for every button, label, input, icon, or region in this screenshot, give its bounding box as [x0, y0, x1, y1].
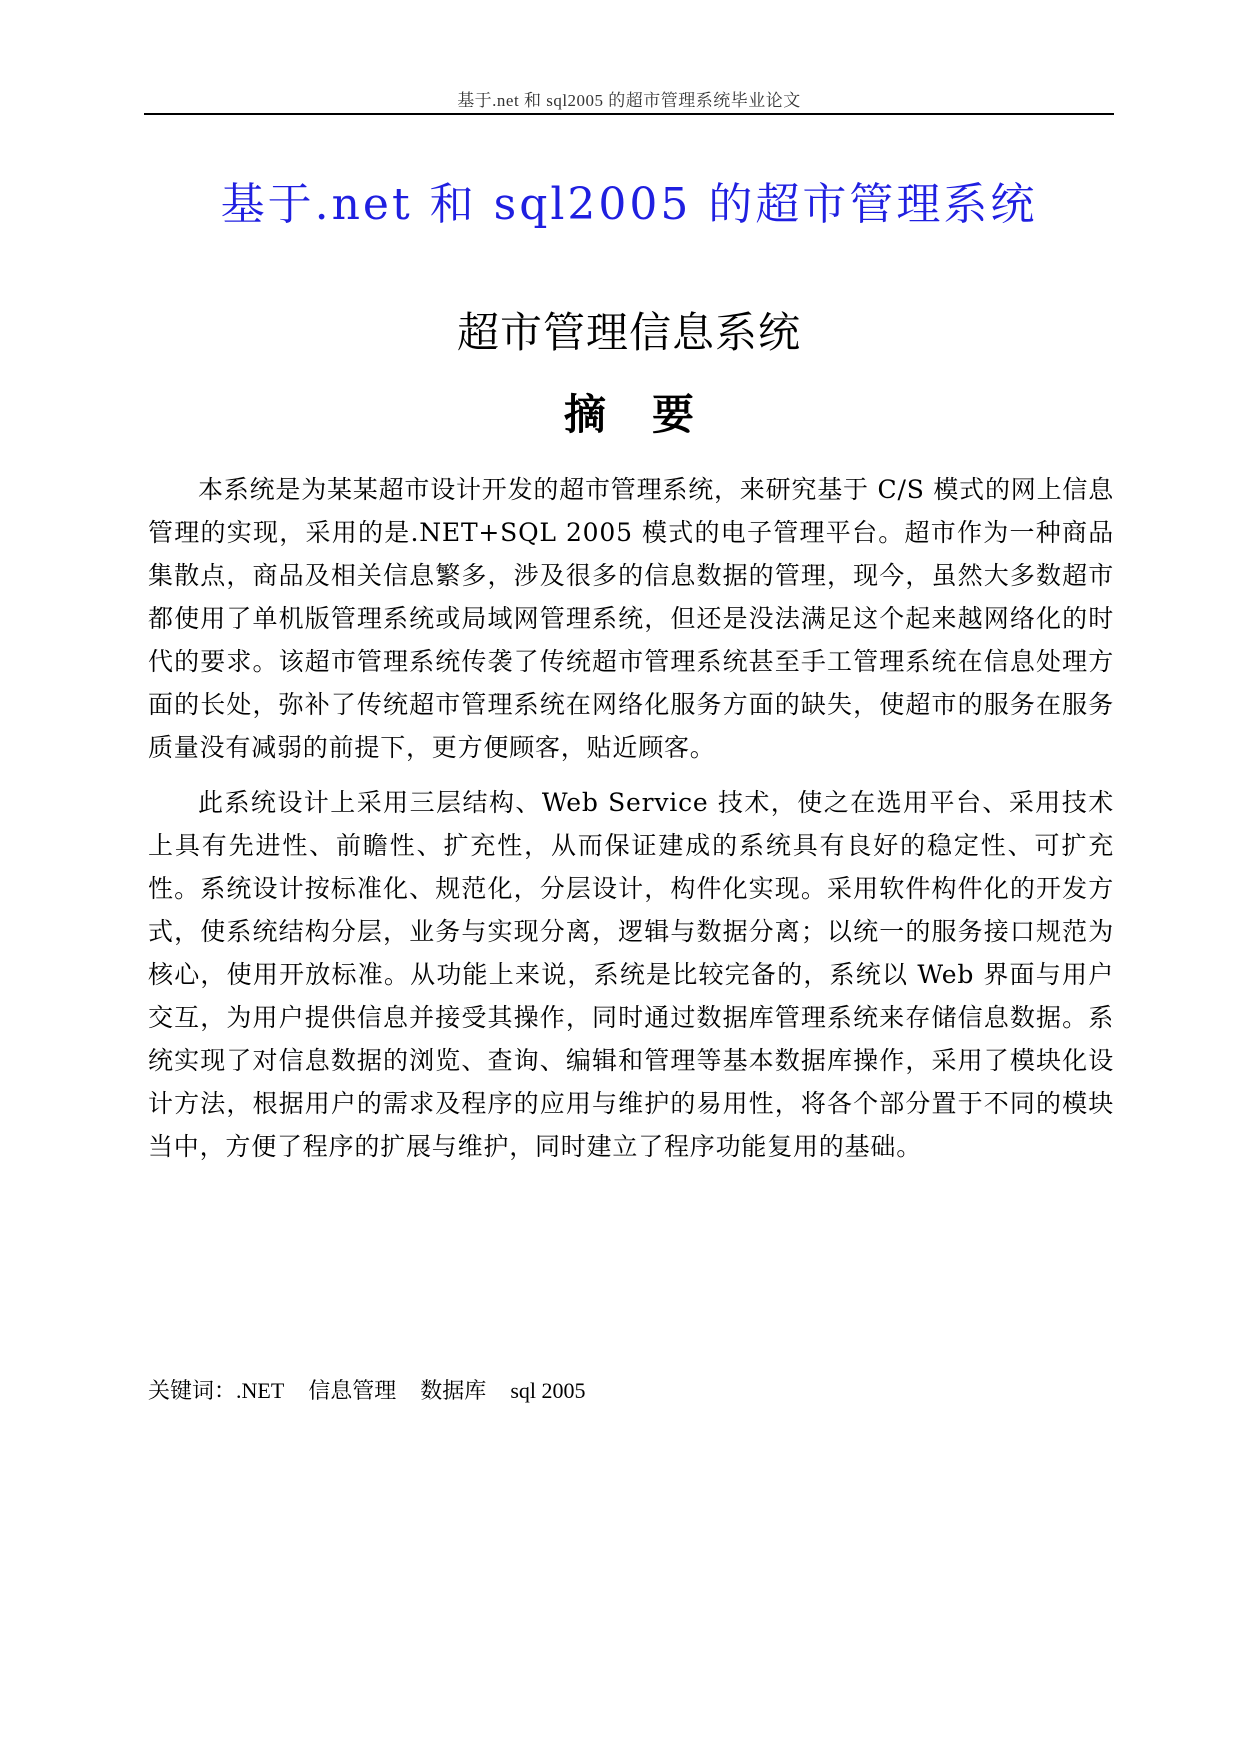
keywords-line — [148, 1374, 586, 1405]
document-subtitle: 超市管理信息系统 — [456, 308, 801, 357]
abstract-heading-char-1: 摘 — [563, 390, 606, 439]
keyword-item: 信息管理 — [308, 1378, 397, 1403]
abstract-body — [148, 468, 1114, 1168]
keyword-item: .NET — [236, 1378, 285, 1403]
abstract-paragraph-1: 本系统是为某某超市设计开发的超市管理系统，来研究基于 C/S 模式的网上信息管理的实现，采用的是.NET+SQL 2005 模式的电子管理平台。超市作为一种商品集散点，商品及相关信息繁多，涉及很多的信息数据的管理，现今，虽然大多数超市都使用了单机版管理系统或局域网管理系统，但还是没法满足这个起来越网络化的时代的要求。该超市管理系统传袭了传统超市管理系统甚至手工管理系统在信息处理方面的长处，弥补了传统超市管理系统在网络化服务方面的缺失，使超市的服务在服务质量没有减弱的前提下，更方便顾客，贴近顾客。 — [148, 475, 1114, 762]
keyword-item: sql 2005 — [510, 1378, 586, 1403]
keywords-label: 关键词： — [148, 1379, 237, 1404]
keyword-item: 数据库 — [420, 1378, 487, 1403]
abstract-heading-char-2: 要 — [652, 390, 695, 439]
abstract-heading — [144, 382, 1114, 442]
header-rule — [144, 113, 1114, 115]
abstract-paragraph-2: 此系统设计上采用三层结构、Web Service 技术，使之在选用平台、采用技术上具有先进性、前瞻性、扩充性，从而保证建成的系统具有良好的稳定性、可扩充性。系统设计按标准化、规范化，分层设计，构件化实现。采用软件构件化的开发方式，使系统结构分层，业务与实现分离，逻辑与数据分离；以统一的服务接口规范为核心，使用开放标准。从功能上来说，系统是比较完备的，系统以 Web 界面与用户交互，为用户提供信息并接受其操作，同时通过数据库管理系统来存储信息数据。系统实现了对信息数据的浏览、查询、编辑和管理等基本数据库操作，采用了模块化设计方法，根据用户的需求及程序的应用与维护的易用性，将各个部分置于不同的模块当中，方便了程序的扩展与维护，同时建立了程序功能复用的基础。 — [148, 788, 1114, 1161]
document-title: 基于.net 和 sql2005 的超市管理系统 — [220, 179, 1038, 230]
running-header: 基于.net 和 sql2005 的超市管理系统毕业论文 — [457, 91, 801, 110]
